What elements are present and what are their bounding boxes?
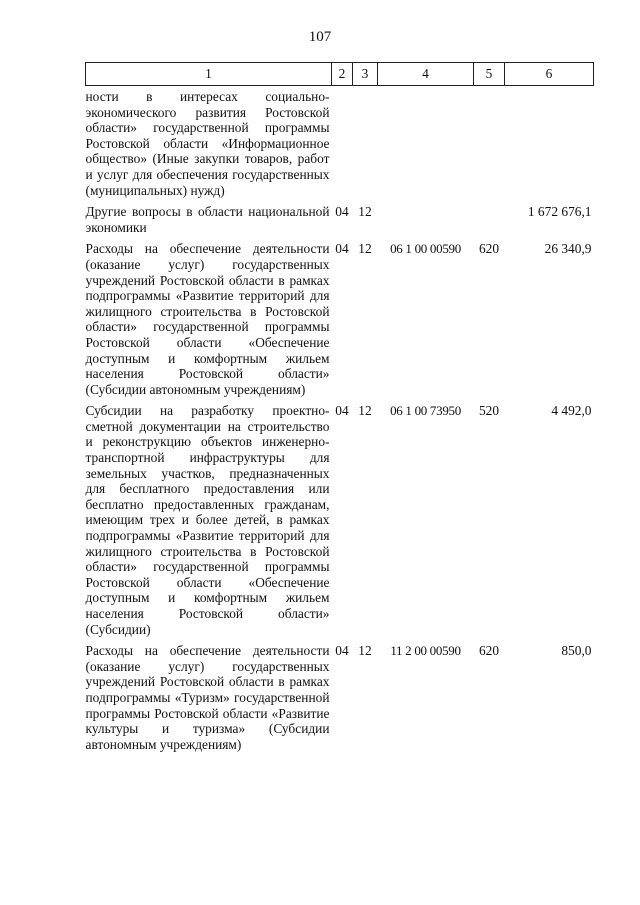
page-number: 107 (308, 29, 332, 45)
table-row (86, 640, 594, 755)
row-target-article: 06 1 00 00590 (390, 241, 461, 257)
budget-table (85, 62, 594, 755)
column-header-expense-type: 5 (474, 63, 505, 86)
row-amount: 26 340,9 (544, 241, 592, 257)
row-section: 04 (335, 204, 349, 220)
column-header-amount: 6 (505, 63, 594, 86)
row-expense-type: 620 (478, 643, 500, 659)
table-row (86, 201, 594, 238)
column-header-subsection: 3 (353, 63, 378, 86)
table-row (86, 238, 594, 400)
row-subsection: 12 (358, 643, 372, 659)
row-expense-type: 620 (478, 241, 500, 257)
row-description: Расходы на обеспечение деятельности (оказание услуг) государственных учреждений Ростовской области в рамках подпрограммы «Развитие территорий для жилищного строительства в Ростовской области» государственной программы Ростовской области «Обеспечение доступным и комфортным жильем населения Ростовской области» (Субсидии автономным учреждениям) (85, 241, 330, 397)
row-section: 04 (335, 403, 349, 419)
column-header-section: 2 (332, 63, 353, 86)
row-target-article: 11 2 00 00590 (390, 643, 461, 659)
table-header-row (86, 63, 594, 86)
row-description: Субсидии на разработку проектно-сметной документации на строительство и реконструкцию объектов инженерно-транспортной инфраструктуры для земельных участков, предназначенных для бесплатного предоставления или бесплатно предоставленных гражданам, имеющим трех и более детей, в рамках подпрограммы «Развитие территорий для жилищного строительства в Ростовской области» государственной программы Ростовской области «Обеспечение доступным и комфортным жильем населения Ростовской области» (Субсидии) (85, 403, 330, 637)
row-amount: 850,0 (561, 643, 592, 659)
table-row-continuation (86, 86, 594, 202)
row-target-article (378, 201, 474, 238)
row-subsection: 12 (358, 241, 372, 257)
row-description: Другие вопросы в области национальной экономики (85, 204, 330, 235)
row-expense-type (474, 201, 505, 238)
row-subsection: 12 (358, 204, 372, 220)
row-amount: 4 492,0 (551, 403, 592, 419)
row-section: 04 (335, 241, 349, 257)
column-header-target-article: 4 (378, 63, 474, 86)
row-amount: 1 672 676,1 (527, 204, 592, 220)
table-row (86, 400, 594, 640)
row-description: Расходы на обеспечение деятельности (оказание услуг) государственных учреждений Ростовской области в рамках подпрограммы «Туризм» государственной программы Ростовской области «Развитие культуры и туризма» (Субсидии автономным учреждениям) (85, 643, 330, 752)
row-section: 04 (335, 643, 349, 659)
row-subsection: 12 (358, 403, 372, 419)
row-target-article: 06 1 00 73950 (390, 403, 461, 419)
row-expense-type: 520 (478, 403, 500, 419)
column-header-description: 1 (86, 63, 332, 86)
continuation-description: ности в интересах социально-экономического развития Ростовской области» государственной программы Ростовской области «Информационное общество» (Иные закупки товаров, работ и услуг для обеспечения государственных (муниципальных) нужд) (85, 89, 330, 198)
